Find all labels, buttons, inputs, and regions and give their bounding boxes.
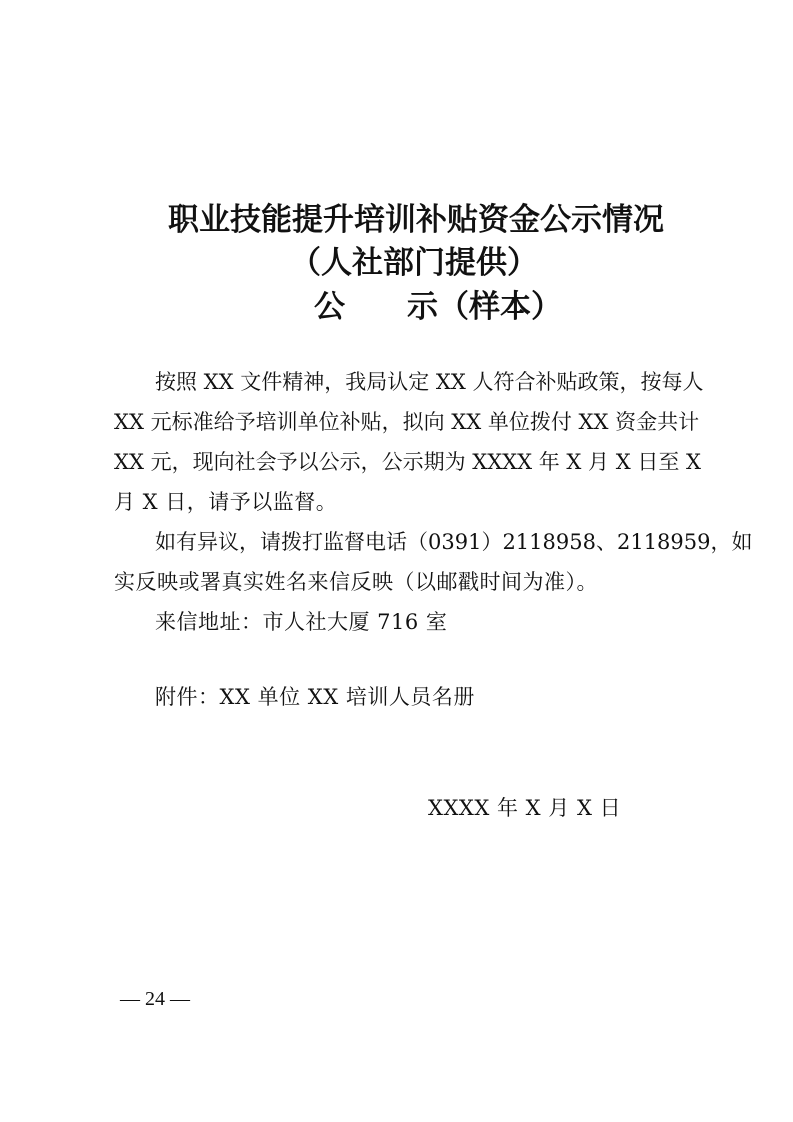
paragraph-1-line-3: XX 元，现向社会予以公示，公示期为 XXXX 年 X 月 X 日至 X [114, 450, 701, 474]
page-number: — 24 — [120, 988, 190, 1010]
paragraph-1-line-1: 按照 XX 文件精神，我局认定 XX 人符合补贴政策，按每人 [155, 370, 704, 394]
paragraph-1-line-4: 月 X 日，请予以监督。 [114, 490, 338, 514]
document-title: 职业技能提升培训补贴资金公示情况 [168, 202, 664, 238]
document-date: XXXX 年 X 月 X 日 [428, 796, 622, 820]
paragraph-2-line-1: 如有异议，请拨打监督电话（0391）2118958、2118959，如 [155, 530, 753, 554]
attachment-line: 附件：XX 单位 XX 培训人员名册 [155, 685, 475, 709]
mailing-address: 来信地址：市人社大厦 716 室 [155, 610, 448, 634]
notice-heading [314, 289, 562, 325]
document-subtitle: （人社部门提供） [290, 245, 538, 281]
notice-heading-part-a: 公 [314, 289, 345, 325]
paragraph-2-line-2: 实反映或署真实姓名来信反映（以邮戳时间为准）。 [114, 570, 598, 594]
paragraph-1-line-2: XX 元标准给予培训单位补贴，拟向 XX 单位拨付 XX 资金共计 [114, 410, 700, 434]
notice-heading-part-b: 示（样本） [407, 289, 562, 325]
